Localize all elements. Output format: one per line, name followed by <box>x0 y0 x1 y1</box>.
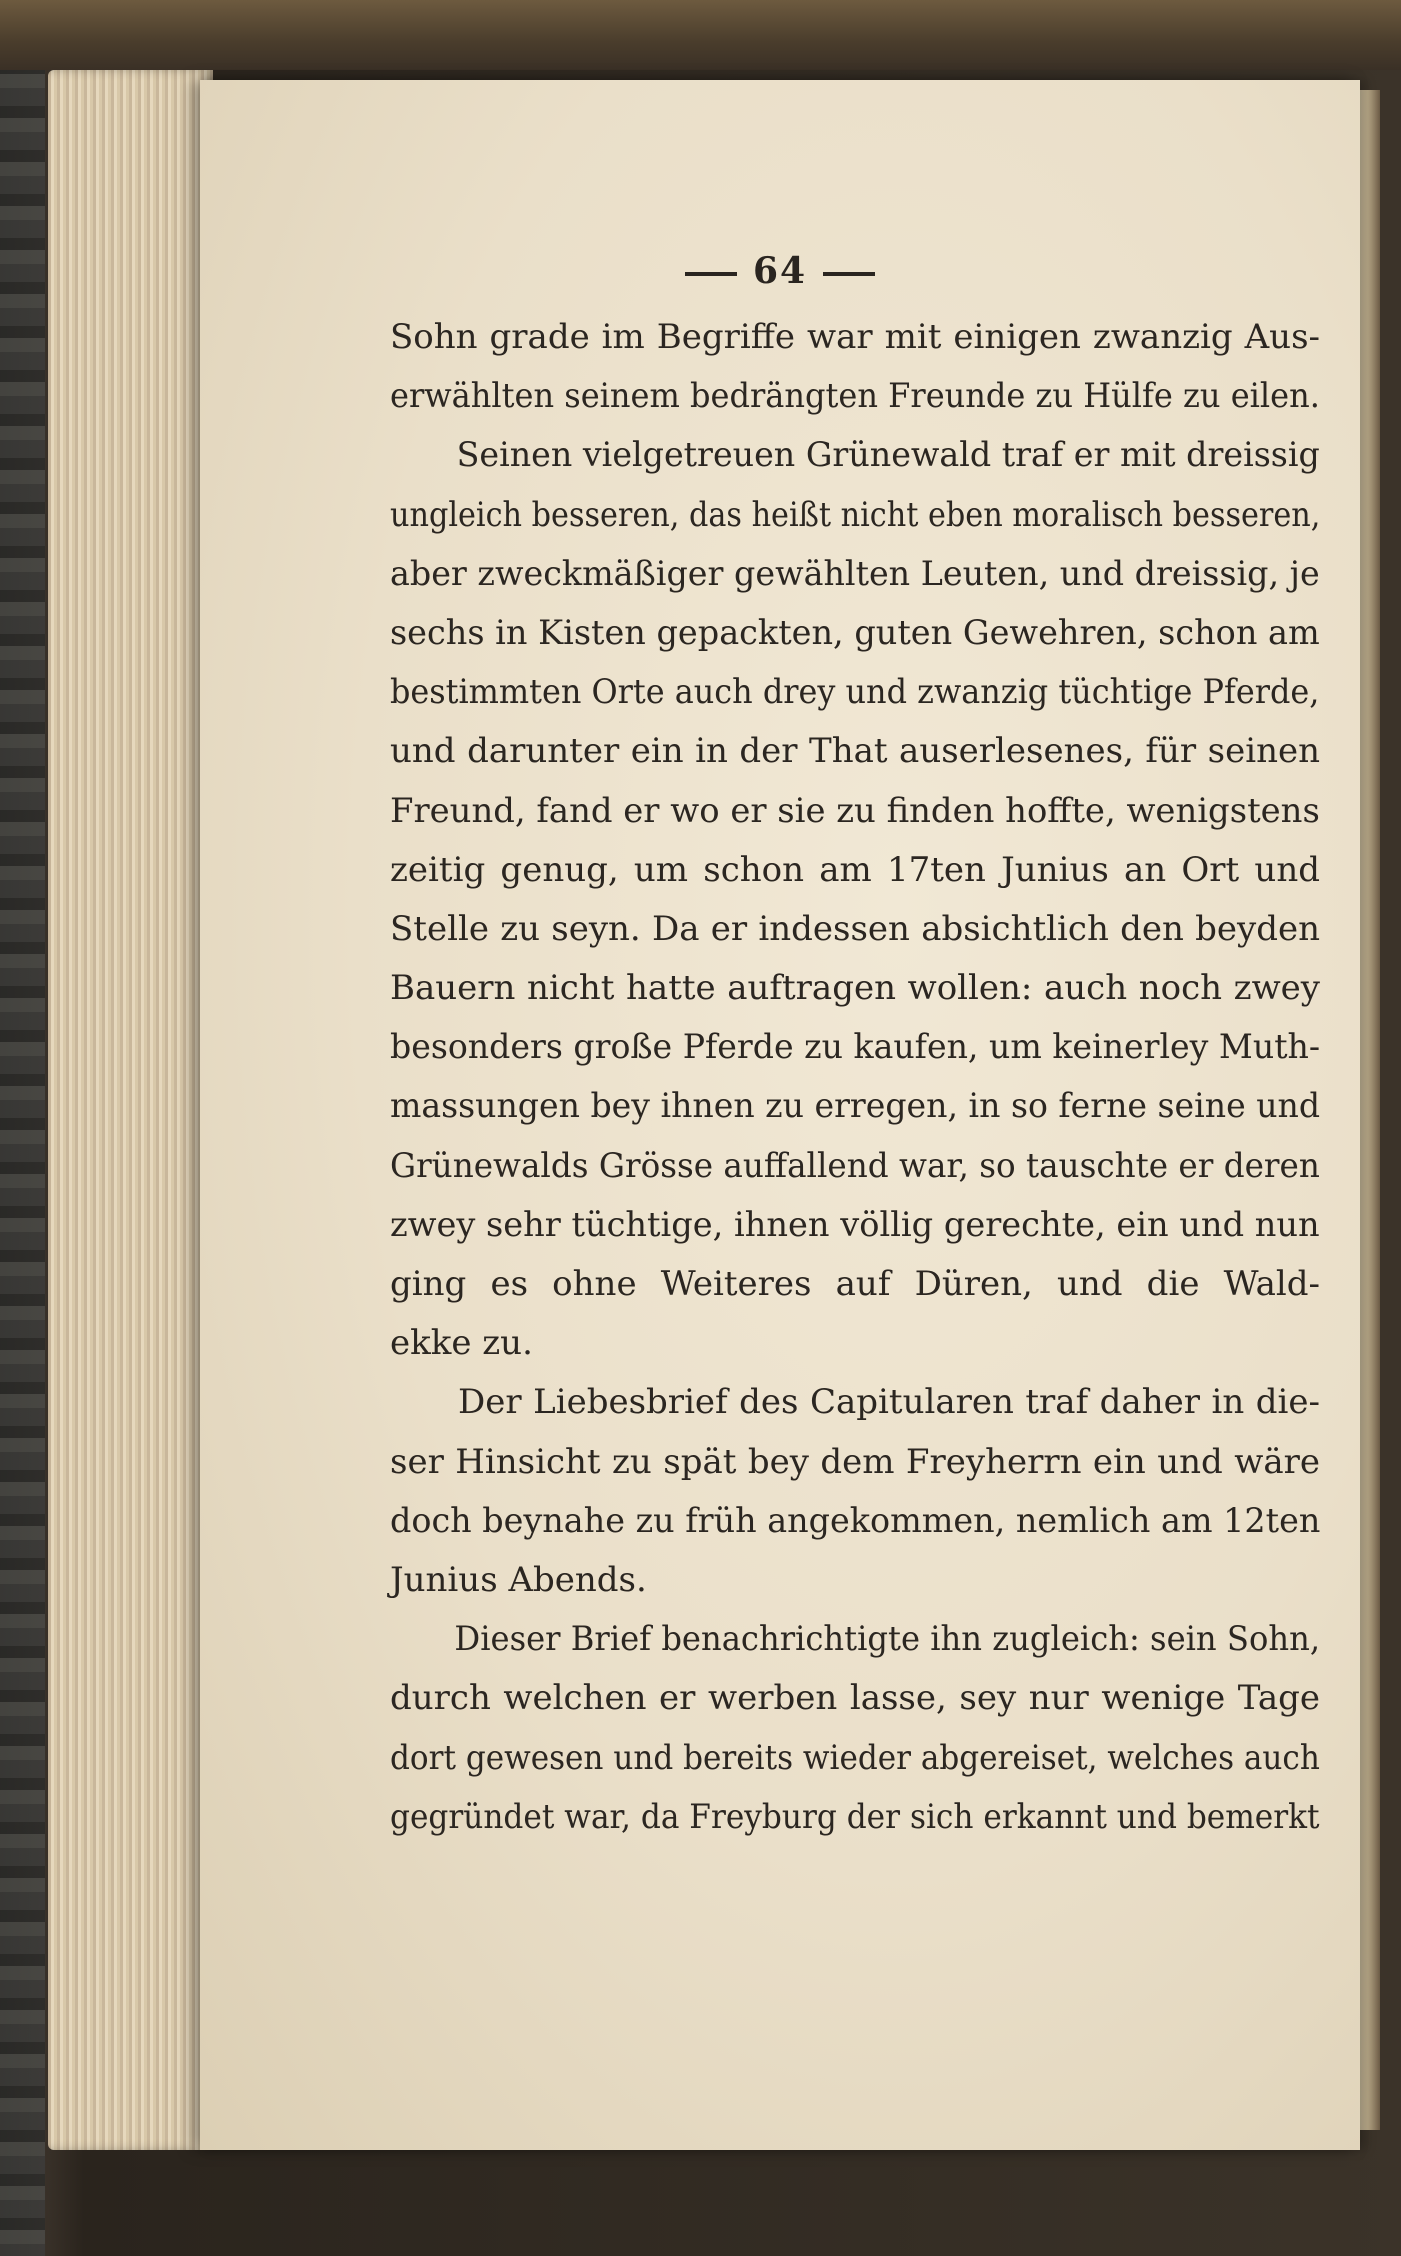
text-line: massungen bey ihnen zu erregen, in so ferne seine und <box>390 1086 1321 1127</box>
text-line: ser Hinsicht zu spät bey dem Freyherrn ein und wäre <box>390 1441 1320 1482</box>
text-line: zwey sehr tüchtige, ihnen völlig gerechte, ein und nun <box>390 1204 1320 1245</box>
book-page <box>200 80 1360 2150</box>
text-line: aber zweckmäßiger gewählten Leuten, und dreissig, je <box>390 553 1320 594</box>
text-line: ungleich besseren, das heißt nicht eben moralisch besseren, <box>390 494 1321 535</box>
text-line: erwählten seinem bedrängten Freunde zu Hülfe zu eilen. <box>390 376 1320 417</box>
text-line: Sohn grade im Begriffe war mit einigen zwanzig Aus- <box>390 317 1320 357</box>
cover-top-edge <box>0 0 1401 70</box>
page-number: 64 <box>752 250 808 292</box>
body-text <box>390 308 1320 1847</box>
text-line: dort gewesen und bereits wieder abgereiset, welches auch <box>390 1737 1320 1778</box>
text-line: bestimmten Orte auch drey und zwanzig tüchtige Pferde, <box>390 672 1320 713</box>
text-line: durch welchen er werben lasse, sey nur wenige Tage <box>390 1678 1320 1719</box>
text-line: Stelle zu seyn. Da er indessen absichtlich den beyden <box>390 908 1320 949</box>
text-line: doch beynahe zu früh angekommen, nemlich am 12ten <box>390 1500 1321 1541</box>
text-line: Der Liebesbrief des Capitularen traf daher in die- <box>458 1382 1320 1423</box>
text-line: Dieser Brief benachrichtigte ihn zugleich: sein Sohn, <box>454 1619 1321 1660</box>
text-line: besonders große Pferde zu kaufen, um keinerley Muth- <box>390 1027 1321 1068</box>
text-line: ging es ohne Weiteres auf Düren, und die Wald- <box>390 1264 1320 1304</box>
text-line: Junius Abends. <box>390 1559 647 1600</box>
header-dash-left <box>685 272 737 276</box>
header-dash-right <box>823 272 875 276</box>
text-line: und darunter ein in der That auserlesenes, für seinen <box>390 731 1320 772</box>
text-line: gegründet war, da Freyburg der sich erkannt und bemerkt <box>390 1796 1320 1837</box>
book-spine <box>0 0 45 2256</box>
page-edges <box>48 70 213 2150</box>
text-line: ekke zu. <box>390 1323 533 1364</box>
text-line: Grünewalds Grösse auffallend war, so tauschte er deren <box>390 1145 1320 1186</box>
text-line: Freund, fand er wo er sie zu finden hoffte, wenigstens <box>390 790 1320 831</box>
page-header <box>200 250 1360 292</box>
text-line: sechs in Kisten gepackten, guten Gewehren, schon am <box>390 612 1320 653</box>
text-line: zeitig genug, um schon am 17ten Junius an Ort und <box>390 849 1320 890</box>
text-line: Seinen vielgetreuen Grünewald traf er mit dreissig <box>456 435 1320 476</box>
text-line: Bauern nicht hatte auftragen wollen: auch noch zwey <box>390 968 1320 1009</box>
